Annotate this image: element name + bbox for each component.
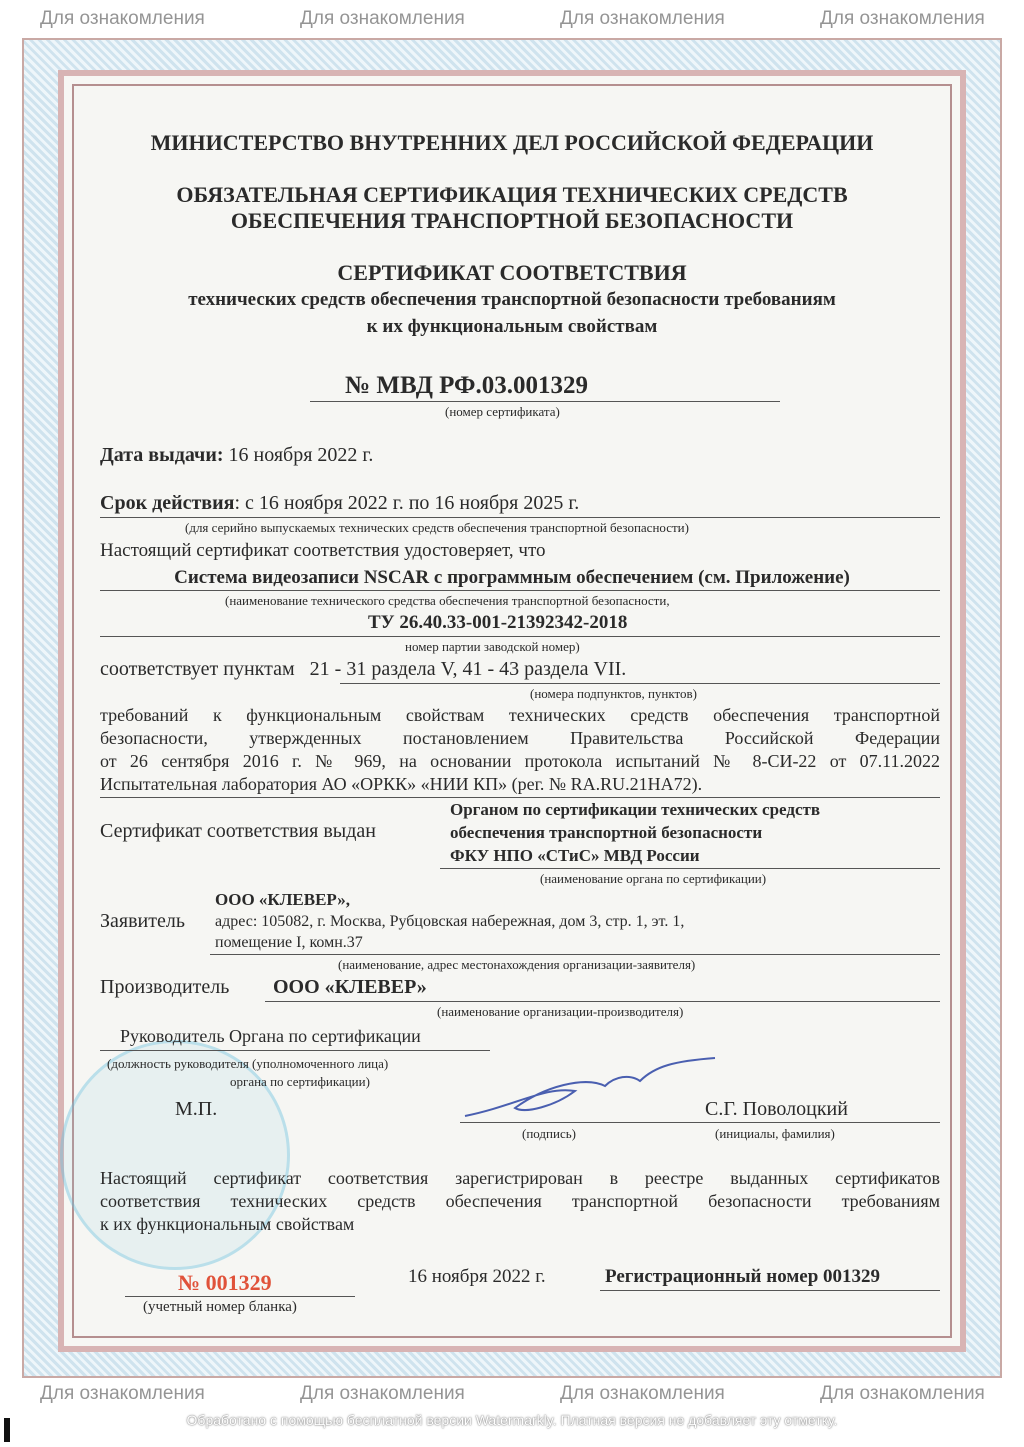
certifies-text: Настоящий сертификат соответствия удостоверяет, что <box>100 540 546 561</box>
signatory-name: С.Г. Поволоцкий <box>705 1098 848 1120</box>
signatory-name-caption: (инициалы, фамилия) <box>715 1126 835 1141</box>
watermark-text: Для ознакомления <box>40 8 205 29</box>
issue-date-label: Дата выдачи: <box>100 444 224 466</box>
certification-heading-1: ОБЯЗАТЕЛЬНАЯ СЕРТИФИКАЦИЯ ТЕХНИЧЕСКИХ СРЕДСТВ <box>176 182 848 207</box>
issuer-line-2: обеспечения транспортной безопасности <box>450 823 763 842</box>
requirements-line-1: требований к функциональным свойствам технических средств обеспечения транспортной <box>100 705 940 725</box>
manufacturer-caption: (наименование организации-производителя) <box>437 1004 684 1019</box>
product-name: Система видеозаписи NSCAR с программным обеспечением (см. Приложение) <box>174 567 850 588</box>
signatory-position-caption-1: (должность руководителя (уполномоченного лица) <box>107 1056 389 1071</box>
mp-label: М.П. <box>175 1098 218 1120</box>
signature <box>455 1050 735 1120</box>
validity-caption: (для серийно выпускаемых технических средств обеспечения транспортной безопасности) <box>185 520 689 535</box>
validity-period: : с 16 ноября 2022 г. по 16 ноября 2025 г. <box>234 492 580 514</box>
issue-date: 16 ноября 2022 г. <box>228 444 374 466</box>
issuer-caption: (наименование органа по сертификации) <box>540 871 767 886</box>
product-tu: ТУ 26.40.33-001-21392342-2018 <box>368 612 628 633</box>
signature-caption: (подпись) <box>522 1126 576 1141</box>
registry-line-1: Настоящий сертификат соответствия зарегистрирован в реестре выданных сертификатов <box>100 1168 940 1188</box>
applicant-address-2: помещение I, комн.37 <box>215 934 363 951</box>
watermark-text: Для ознакомления <box>820 8 985 29</box>
requirements-line-2: безопасности, утвержденных постановлением Правительства Российской Федерации <box>100 728 940 748</box>
requirements-line-3: от 26 сентября 2016 г. № 969, на основании протокола испытаний № 8-СИ-22 от 07.11.2022 <box>100 751 940 771</box>
watermark-text: Для ознакомления <box>300 8 465 29</box>
issuer-label: Сертификат соответствия выдан <box>100 820 376 842</box>
blank-number-caption: (учетный номер бланка) <box>143 1299 297 1315</box>
watermark-text: Для ознакомления <box>820 1383 985 1404</box>
applicant-label: Заявитель <box>100 910 185 932</box>
certification-heading-2: ОБЕСПЕЧЕНИЯ ТРАНСПОРТНОЙ БЕЗОПАСНОСТИ <box>230 208 794 233</box>
conforms-caption: (номера подпунктов, пунктов) <box>530 686 697 701</box>
tu-caption: номер партии заводской номер) <box>405 639 580 654</box>
issuer-line-3: ФКУ НПО «СТиС» МВД России <box>450 846 700 865</box>
applicant-caption: (наименование, адрес местонахождения организации-заявителя) <box>338 957 696 972</box>
signatory-position-caption-2: органа по сертификации) <box>230 1074 370 1089</box>
certificate-number: № МВД РФ.03.001329 <box>345 372 588 399</box>
watermark-text: Для ознакомления <box>560 8 725 29</box>
processing-notice: Обработано с помощью бесплатной версии Watermarkly. Платная версия не добавляет эту отметку. <box>186 1412 838 1428</box>
registry-line-2: соответствия технических средств обеспечения транспортной безопасности требованиям <box>100 1191 940 1211</box>
registration-number: Регистрационный номер 001329 <box>605 1266 881 1287</box>
applicant-address-1: адрес: 105082, г. Москва, Рубцовская набережная, дом 3, стр. 1, эт. 1, <box>215 913 685 930</box>
blank-number: № 001329 <box>178 1270 272 1295</box>
product-caption: (наименование технического средства обеспечения транспортной безопасности, <box>225 593 670 608</box>
certificate-subtitle-1: технических средств обеспечения транспортной безопасности требованиям <box>188 289 836 310</box>
certificate-number-caption: (номер сертификата) <box>445 404 560 419</box>
watermark-text: Для ознакомления <box>300 1383 465 1404</box>
applicant-name: ООО «КЛЕВЕР», <box>215 890 350 909</box>
conforms-value: 21 - 31 раздела V, 41 - 43 раздела VII. <box>309 658 627 680</box>
ministry-heading: МИНИСТЕРСТВО ВНУТРЕННИХ ДЕЛ РОССИЙСКОЙ ФЕДЕРАЦИИ <box>150 130 874 155</box>
registry-line-3: к их функциональным свойствам <box>100 1214 355 1234</box>
requirements-line-4: Испытательная лаборатория АО «ОРКК» «НИИ КП» (рег. № RA.RU.21НА72). <box>100 774 703 794</box>
manufacturer-name: ООО «КЛЕВЕР» <box>273 976 427 998</box>
watermark-text: Для ознакомления <box>40 1383 205 1404</box>
registration-date: 16 ноября 2022 г. <box>408 1266 546 1287</box>
certificate-subtitle-2: к их функциональным свойствам <box>366 316 658 337</box>
certificate-title: СЕРТИФИКАТ СООТВЕТСТВИЯ <box>337 260 687 285</box>
conforms-label: соответствует пунктам <box>100 658 295 680</box>
manufacturer-label: Производитель <box>100 976 230 998</box>
issuer-line-1: Органом по сертификации технических средств <box>450 800 821 819</box>
signatory-position: Руководитель Органа по сертификации <box>120 1026 421 1046</box>
watermark-text: Для ознакомления <box>560 1383 725 1404</box>
validity-label: Срок действия <box>100 492 235 514</box>
